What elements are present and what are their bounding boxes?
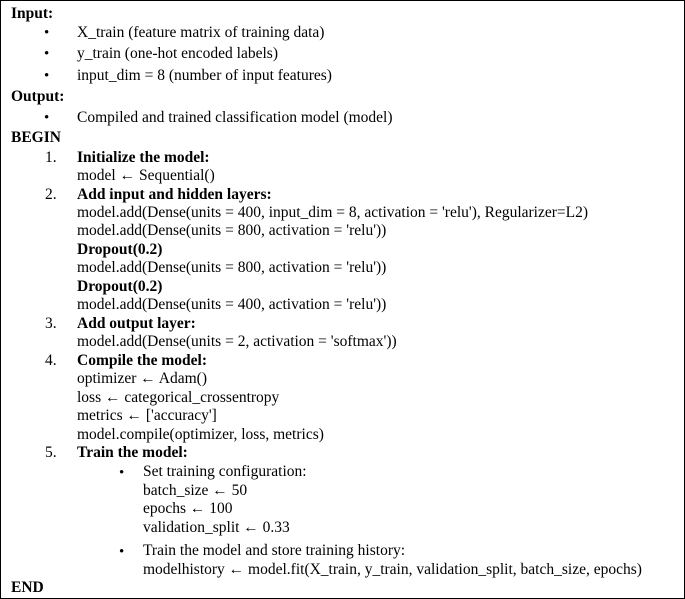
code-line: model.compile(optimizer, loss, metrics) xyxy=(77,426,324,443)
code-line: modelhistory ← model.fit(X_train, y_train, validation_split, batch_size, epochs) xyxy=(143,561,642,578)
input-heading: Input: xyxy=(11,5,54,22)
step-title: Add output layer: xyxy=(77,315,196,332)
step-number: 4. xyxy=(45,352,57,369)
code-line: model.add(Dense(units = 2, activation = 'softmax')) xyxy=(77,333,397,350)
code-line: model.add(Dense(units = 800, activation = 'relu')) xyxy=(77,259,387,276)
code-line: model ← Sequential() xyxy=(77,167,215,184)
code-line: validation_split ← 0.33 xyxy=(143,519,290,536)
step-title: Compile the model: xyxy=(77,352,208,369)
dropout-label: Dropout(0.2) xyxy=(77,241,163,258)
step-number: 3. xyxy=(45,315,57,332)
bullet-icon: • xyxy=(44,25,50,41)
input-item: input_dim = 8 (number of input features) xyxy=(77,67,332,84)
code-line: model.add(Dense(units = 800, activation = 'relu')) xyxy=(77,222,387,239)
step-number: 2. xyxy=(45,186,57,203)
code-line: epochs ← 100 xyxy=(143,500,233,517)
output-item: Compiled and trained classification model (model) xyxy=(77,109,393,126)
step-title: Train the model: xyxy=(77,444,188,461)
step-number: 5. xyxy=(45,444,57,461)
end-keyword: END xyxy=(11,579,44,596)
step-title: Initialize the model: xyxy=(77,149,210,166)
code-line: metrics ← ['accuracy'] xyxy=(77,407,217,424)
code-line: optimizer ← Adam() xyxy=(77,370,207,387)
code-line: model.add(Dense(units = 400, activation = 'relu')) xyxy=(77,296,387,313)
step-number: 1. xyxy=(45,149,57,166)
step-title: Add input and hidden layers: xyxy=(77,186,272,203)
code-line: batch_size ← 50 xyxy=(143,482,248,499)
bullet-icon: • xyxy=(44,68,50,84)
bullet-icon: • xyxy=(44,110,50,126)
dropout-label: Dropout(0.2) xyxy=(77,278,163,295)
input-item: X_train (feature matrix of training data) xyxy=(77,24,325,41)
sub-item-label: Train the model and store training history: xyxy=(143,542,406,559)
begin-keyword: BEGIN xyxy=(11,129,61,146)
bullet-icon: • xyxy=(44,46,50,62)
input-item: y_train (one-hot encoded labels) xyxy=(77,45,278,62)
sub-item-label: Set training configuration: xyxy=(143,463,307,480)
code-line: model.add(Dense(units = 400, input_dim = 8, activation = 'relu'), Regularizer=L2) xyxy=(77,204,589,221)
output-heading: Output: xyxy=(11,88,65,105)
bullet-icon: • xyxy=(119,465,125,481)
bullet-icon: • xyxy=(119,544,125,560)
code-line: loss ← categorical_crossentropy xyxy=(77,389,280,406)
